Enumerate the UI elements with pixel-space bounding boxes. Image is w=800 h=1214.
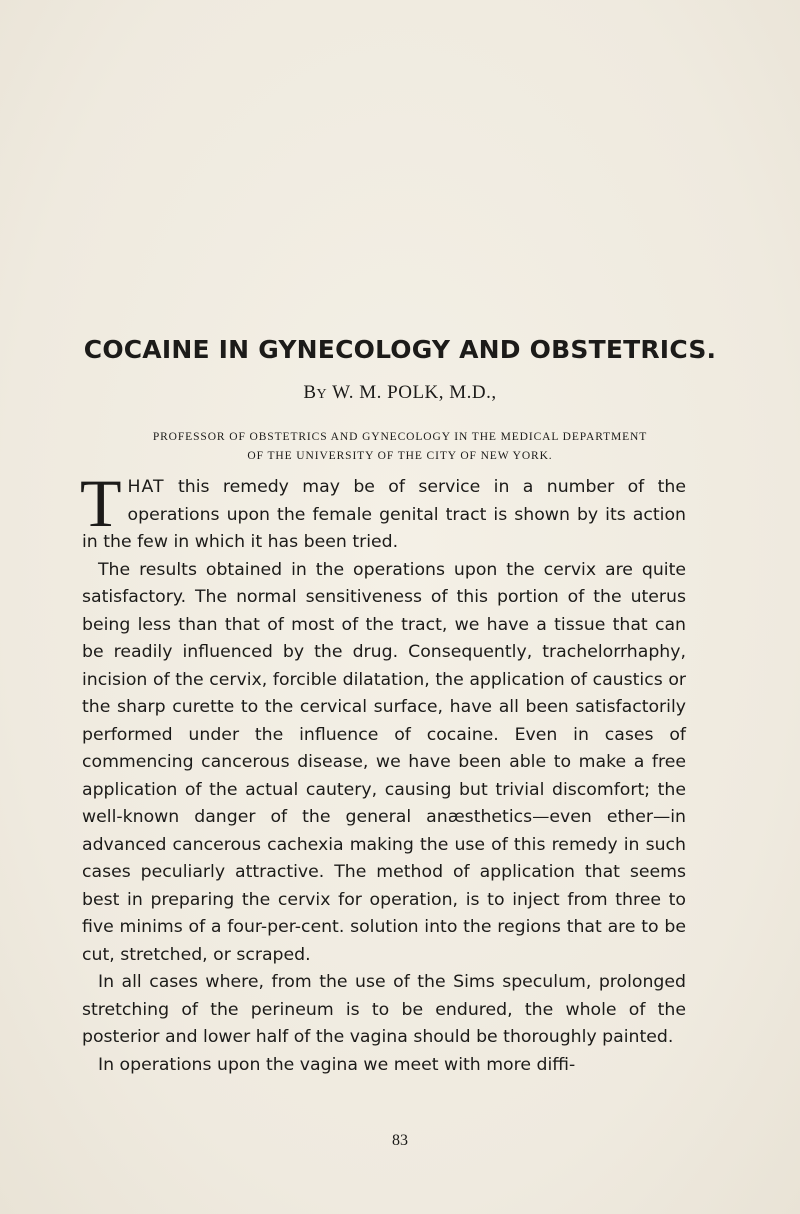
article-title: COCAINE IN GYNECOLOGY AND OBSTETRICS. bbox=[83, 335, 717, 364]
byline bbox=[0, 382, 800, 404]
author-affiliation bbox=[0, 428, 800, 466]
author-name: W. M. POLK, M.D., bbox=[332, 382, 497, 403]
drop-cap: T bbox=[80, 465, 122, 541]
affiliation-line-1: PROFESSOR OF OBSTETRICS AND GYNECOLOGY IN THE MEDICAL DEPARTMENT bbox=[152, 431, 648, 443]
paragraph-4: In operations upon the vagina we meet with more diffi- bbox=[98, 1054, 576, 1075]
byline-prefix-rest: Y bbox=[316, 387, 328, 402]
opening-caps-word: HAT bbox=[127, 477, 165, 497]
article-body bbox=[80, 465, 686, 1079]
affiliation-line-2: OF THE UNIVERSITY OF THE CITY OF NEW YORK. bbox=[247, 450, 553, 462]
byline-prefix-initial: B bbox=[303, 382, 317, 403]
paragraph-1-text: this remedy may be of service in a number of the operations upon the female genital tract is shown by its action in the few in which it has been tried. bbox=[82, 477, 686, 552]
paragraph-1 bbox=[80, 465, 686, 557]
page-number: 83 bbox=[392, 1132, 408, 1149]
paragraph-3: In all cases where, from the use of the Sims speculum, prolonged stretching of the perineum is to be endured, the whole of the posterior and lower half of the vagina should be thoroughly painted. bbox=[82, 972, 686, 1047]
paragraph-2: The results obtained in the operations upon the cervix are quite satisfactory. The normal sensitiveness of this portion of the uterus being less than that of most of the tract, we have a tissue that can be readily influenced by the drug. Consequently, trachelorrhaphy, incision of the cervix, forcible dilatation, the application of caustics or the sharp curette to the cervical surface, have all been satisfactorily performed under the influence of cocaine. Even in cases of commencing cancerous disease, we have been able to make a free application of the actual cautery, causing but trivial discomfort; the well-known danger of the general anæsthetics—even ether—in advanced cancerous cachexia making the use of this remedy in such cases peculiarly attractive. The method of application that seems best in preparing the cervix for operation, is to inject from three to five minims of a four-per-cent. solution into the regions that are to be cut, stretched, or scraped. bbox=[82, 559, 686, 965]
